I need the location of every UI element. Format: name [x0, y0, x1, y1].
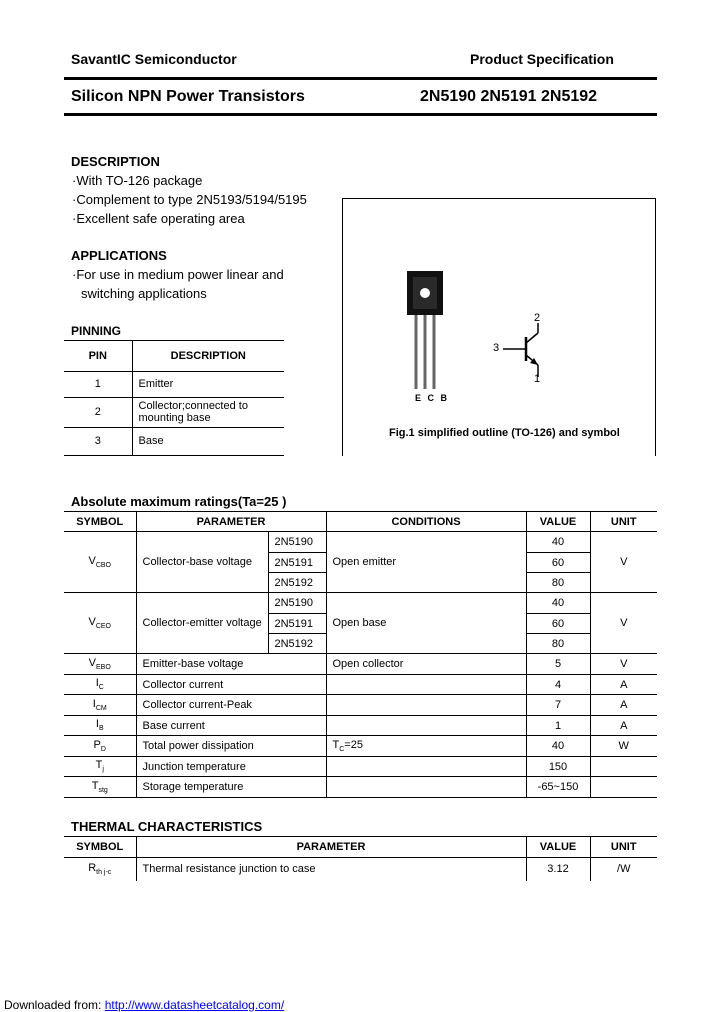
company-name: SavantIC Semiconductor [71, 51, 237, 67]
param-cell: Collector-base voltage [136, 532, 268, 593]
unit-cell: A [590, 695, 657, 716]
table-row [64, 427, 284, 455]
unit-cell: V [590, 532, 657, 593]
value-cell: 80 [526, 634, 590, 654]
unit-cell [590, 757, 657, 777]
unit-cell: A [590, 675, 657, 695]
pin-number: 2 [64, 397, 132, 427]
description-item: ·With TO-126 package [72, 173, 203, 188]
value-cell: 60 [526, 614, 590, 634]
col-conditions: CONDITIONS [326, 512, 526, 532]
cond-cell [326, 695, 526, 716]
applications-line: ·For use in medium power linear and [72, 267, 284, 282]
value-cell: 80 [526, 573, 590, 593]
unit-cell: V [590, 654, 657, 675]
symbol-cell: $V_{CEO}$ [64, 593, 136, 654]
cond-cell: Open base [326, 593, 526, 654]
table-row [64, 532, 657, 553]
col-symbol: SYMBOL [64, 837, 136, 858]
part-cell: 2N5191 [268, 614, 326, 634]
pin-number: 3 [64, 427, 132, 455]
ratings-title: Absolute maximum ratings(Ta=25 ) [71, 494, 287, 509]
symbol-pin-top: 2 [534, 312, 541, 324]
col-parameter: PARAMETER [136, 837, 526, 858]
applications-title: APPLICATIONS [71, 248, 167, 263]
cond-cell: $T_C=25$ [326, 736, 526, 757]
pinning-title: PINNING [71, 324, 122, 338]
table-row [64, 675, 657, 695]
unit-cell: V [590, 593, 657, 654]
thermal-table [64, 836, 657, 881]
pin-desc: Base [132, 427, 284, 455]
part-cell: 2N5190 [268, 532, 326, 553]
value-cell: 60 [526, 553, 590, 573]
part-numbers: 2N5190 2N5191 2N5192 [420, 88, 598, 105]
pin-number: 1 [64, 371, 132, 397]
col-unit: UNIT [590, 837, 657, 858]
param-cell: Storage temperature [136, 777, 326, 798]
param-cell: Thermal resistance junction to case [136, 858, 526, 881]
col-symbol: SYMBOL [64, 512, 136, 532]
description-title: DESCRIPTION [71, 154, 160, 169]
thermal-title: THERMAL CHARACTERISTICS [71, 819, 263, 834]
package-pin-labels: E C B [415, 393, 450, 403]
symbol-pin-left: 3 [493, 342, 500, 354]
value-cell: 7 [526, 695, 590, 716]
symbol-pin-bottom: 1 [534, 373, 541, 385]
description-item: ·Complement to type 2N5193/5194/5195 [72, 192, 307, 207]
pin-desc: Emitter [132, 371, 284, 397]
table-row [64, 777, 657, 798]
pin-header: PIN [64, 341, 132, 371]
col-unit: UNIT [590, 512, 657, 532]
col-value: VALUE [526, 837, 590, 858]
symbol-cell: $P_D$ [64, 736, 136, 757]
table-row [64, 397, 284, 427]
value-cell: 4 [526, 675, 590, 695]
unit-cell [590, 777, 657, 798]
header-rule-bottom [64, 113, 657, 116]
footer [4, 998, 284, 1012]
symbol-cell: $I_{CM}$ [64, 695, 136, 716]
value-cell: 40 [526, 532, 590, 553]
value-cell: 3.12 [526, 858, 590, 881]
figure-caption: Fig.1 simplified outline (TO-126) and symbol [389, 427, 620, 439]
pinning-table [64, 341, 284, 456]
cond-cell: Open emitter [326, 532, 526, 593]
table-row [64, 736, 657, 757]
value-cell: 5 [526, 654, 590, 675]
package-illustration [343, 199, 657, 457]
unit-cell: /W [590, 858, 657, 881]
header-rule-top [64, 77, 657, 80]
pin-desc: Collector;connected to mounting base [132, 397, 284, 427]
table-row [64, 593, 657, 614]
param-cell: Collector-emitter voltage [136, 593, 268, 654]
cond-cell [326, 757, 526, 777]
table-row [64, 757, 657, 777]
param-cell: Emitter-base voltage [136, 654, 326, 675]
col-value: VALUE [526, 512, 590, 532]
symbol-cell: $T_{stg}$ [64, 777, 136, 798]
part-cell: 2N5190 [268, 593, 326, 614]
symbol-cell: $T_j$ [64, 757, 136, 777]
table-row [64, 858, 657, 881]
param-cell: Junction temperature [136, 757, 326, 777]
value-cell: -65~150 [526, 777, 590, 798]
param-cell: Base current [136, 716, 326, 736]
table-row [64, 695, 657, 716]
table-row [64, 654, 657, 675]
ratings-table [64, 511, 657, 798]
symbol-cell: $V_{EBO}$ [64, 654, 136, 675]
value-cell: 1 [526, 716, 590, 736]
value-cell: 150 [526, 757, 590, 777]
value-cell: 40 [526, 593, 590, 614]
applications-line: switching applications [81, 286, 207, 301]
cond-cell [326, 675, 526, 695]
cond-cell [326, 777, 526, 798]
footer-link[interactable]: http://www.datasheetcatalog.com/ [104, 998, 285, 1012]
cond-cell [326, 716, 526, 736]
pin-desc-header: DESCRIPTION [132, 341, 284, 371]
doc-type: Product Specification [470, 51, 614, 67]
symbol-cell: $R_{th j-c}$ [64, 858, 136, 881]
symbol-cell: $I_B$ [64, 716, 136, 736]
unit-cell: W [590, 736, 657, 757]
cond-cell: Open collector [326, 654, 526, 675]
param-cell: Collector current-Peak [136, 695, 326, 716]
table-row [64, 371, 284, 397]
product-line: Silicon NPN Power Transistors [71, 88, 305, 105]
value-cell: 40 [526, 736, 590, 757]
footer-label: Downloaded from: [4, 998, 105, 1012]
param-cell: Total power dissipation [136, 736, 326, 757]
table-row [64, 716, 657, 736]
symbol-cell: $I_C$ [64, 675, 136, 695]
figure-box [342, 198, 656, 456]
param-cell: Collector current [136, 675, 326, 695]
symbol-cell: $V_{CBO}$ [64, 532, 136, 593]
part-cell: 2N5192 [268, 573, 326, 593]
unit-cell: A [590, 716, 657, 736]
description-item: ·Excellent safe operating area [72, 211, 245, 226]
part-cell: 2N5191 [268, 553, 326, 573]
col-parameter: PARAMETER [136, 512, 326, 532]
part-cell: 2N5192 [268, 634, 326, 654]
